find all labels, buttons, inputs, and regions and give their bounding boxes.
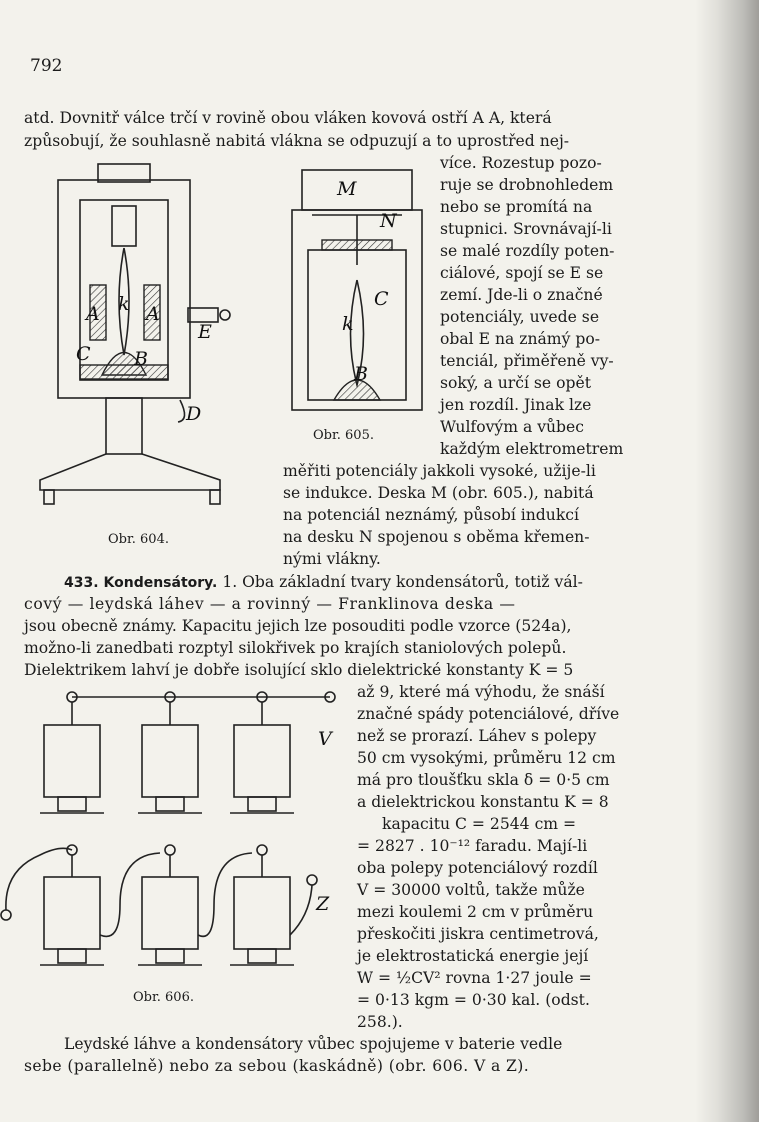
text-line: než se prorazí. Láhev s polepy: [357, 727, 597, 745]
text-line: jsou obecně známy. Kapacitu jejich lze posouditi podle vzorce (524a),: [24, 617, 572, 635]
figure-caption-604: Obr. 604.: [108, 532, 169, 547]
text-line: oba polepy potenciálový rozdíl: [357, 859, 598, 877]
series-lead-wire: [6, 848, 72, 910]
jar-series-3: [230, 855, 294, 965]
page-number: 792: [30, 56, 63, 76]
series-out-wire: [290, 885, 312, 935]
section-title: Kondensátory.: [103, 575, 218, 591]
label-k: k: [118, 293, 130, 315]
label-A-left: A: [86, 303, 100, 325]
stand-column: [106, 398, 142, 454]
figure-caption-605: Obr. 605.: [313, 428, 374, 443]
page-gutter-shadow: [695, 0, 759, 1122]
text-line: se malé rozdíly poten-: [440, 242, 615, 260]
terminal-knob: [220, 310, 230, 320]
text-line: = 2827 . 10⁻¹² faradu. Mají-li: [357, 837, 588, 855]
text-line: soký, a určí se opět: [440, 374, 591, 392]
label-A-right: A: [146, 303, 160, 325]
text-line: každým elektrometrem: [440, 440, 624, 458]
text-line: mezi koulemi 2 cm v průměru: [357, 903, 594, 921]
text-line: přeskočiti jiskra centimetrová,: [357, 925, 599, 943]
terminal-ball: [257, 845, 267, 855]
ground-hook: [178, 400, 185, 422]
text-line: možno-li zanedbati rozptyl silokřivek po krajích staniolových polepů.: [24, 639, 567, 657]
section-heading: [64, 571, 583, 594]
text-line: kapacitu C = 2544 cm =: [382, 815, 577, 833]
text-line: a dielektrickou konstantu K = 8: [357, 793, 609, 811]
label-Z: Z: [316, 893, 330, 915]
foot-left: [44, 490, 54, 504]
base-plate: [80, 365, 168, 379]
foot-right: [210, 490, 220, 504]
stand-base: [40, 454, 220, 490]
series-link-1: [100, 853, 160, 936]
top-insulator: [322, 240, 392, 250]
label-V: V: [318, 728, 332, 750]
text-line: způsobují, že souhlasně nabitá vlákna se odpuzují a to uprostřed nej-: [24, 132, 570, 150]
text-line: ruje se drobnohledem: [440, 176, 614, 194]
text-line: W = ½CV² rovna 1·27 joule =: [357, 969, 592, 987]
section-text: 1. Oba základní tvary kondensátorů, totiž vál-: [222, 573, 583, 591]
text-line: obal E na známý po-: [440, 330, 600, 348]
label-k: k: [342, 313, 354, 335]
text-line: potenciály, uvede se: [440, 308, 600, 326]
label-E: E: [198, 321, 212, 343]
terminal-ball: [165, 845, 175, 855]
label-M: M: [337, 178, 357, 200]
text-line: = 0·13 kgm = 0·30 kal. (odst.: [357, 991, 590, 1009]
label-C: C: [76, 343, 91, 365]
terminal-ball: [307, 875, 317, 885]
text-line: tenciál, přiměřeně vy-: [440, 352, 614, 370]
jar-parallel-1: [40, 702, 104, 813]
text-line: sebe (parallelně) nebo za sebou (kaskádně) (obr. 606. V a Z).: [24, 1057, 530, 1075]
text-line: Wulfovým a vůbec: [440, 418, 584, 436]
text-line: na desku N spojenou s oběma křemen-: [283, 528, 590, 546]
text-line: 258.).: [357, 1013, 403, 1031]
figure-604-electrometer: [20, 160, 270, 520]
terminal-ball: [1, 910, 11, 920]
figure-606-leyden-jars: [0, 685, 345, 985]
text-line: značné spády potenciálové, dříve: [357, 705, 620, 723]
series-link-2: [198, 853, 252, 936]
text-line: na potenciál neznámý, působí indukcí: [283, 506, 579, 524]
text-line: měřiti potenciály jakkoli vysoké, užije-li: [283, 462, 596, 480]
figure-caption-606: Obr. 606.: [133, 990, 194, 1005]
text-line: více. Rozestup pozo-: [440, 154, 602, 172]
label-D: D: [186, 403, 202, 425]
text-line: až 9, které má výhodu, že snáší: [357, 683, 605, 701]
text-line: má pro tloušťku skla δ = 0·5 cm: [357, 771, 610, 789]
label-B: B: [134, 348, 148, 370]
insulator: [112, 206, 136, 246]
text-line: atd. Dovnitř válce trčí v rovině obou vláken kovová ostří A A, která: [24, 109, 552, 127]
section-number: 433.: [64, 575, 99, 591]
text-line: jen rozdíl. Jinak lze: [440, 396, 592, 414]
text-line: nými vlákny.: [283, 550, 381, 568]
text-line: se indukce. Deska M (obr. 605.), nabitá: [283, 484, 594, 502]
jar-series-1: [40, 855, 104, 965]
text-line: Dielektrikem lahví je dobře isolující sklo dielektrické konstanty K = 5: [24, 661, 574, 679]
label-B: B: [354, 363, 368, 385]
jar-parallel-2: [138, 702, 202, 813]
label-N: N: [380, 210, 397, 232]
figure-605-electrometer: [282, 165, 432, 415]
label-C: C: [374, 288, 389, 310]
text-line: zemí. Jde-li o značné: [440, 286, 603, 304]
text-line: 50 cm vysokými, průměru 12 cm: [357, 749, 616, 767]
text-line: V = 30000 voltů, takže může: [357, 881, 585, 899]
text-line: nebo se promítá na: [440, 198, 593, 216]
text-line: Leydské láhve a kondensátory vůbec spojujeme v baterie vedle: [64, 1035, 563, 1053]
jar-parallel-3: [230, 702, 294, 813]
terminal: [188, 308, 218, 322]
plate-M-housing: [302, 170, 412, 210]
text-line: je elektrostatická energie její: [357, 947, 589, 965]
jar-series-2: [138, 855, 202, 965]
text-line: cový — leydská láhev — a rovinný — Franklinova deska —: [24, 595, 516, 613]
text-line: ciálové, spojí se E se: [440, 264, 604, 282]
text-line: stupnici. Srovnávají-li: [440, 220, 612, 238]
